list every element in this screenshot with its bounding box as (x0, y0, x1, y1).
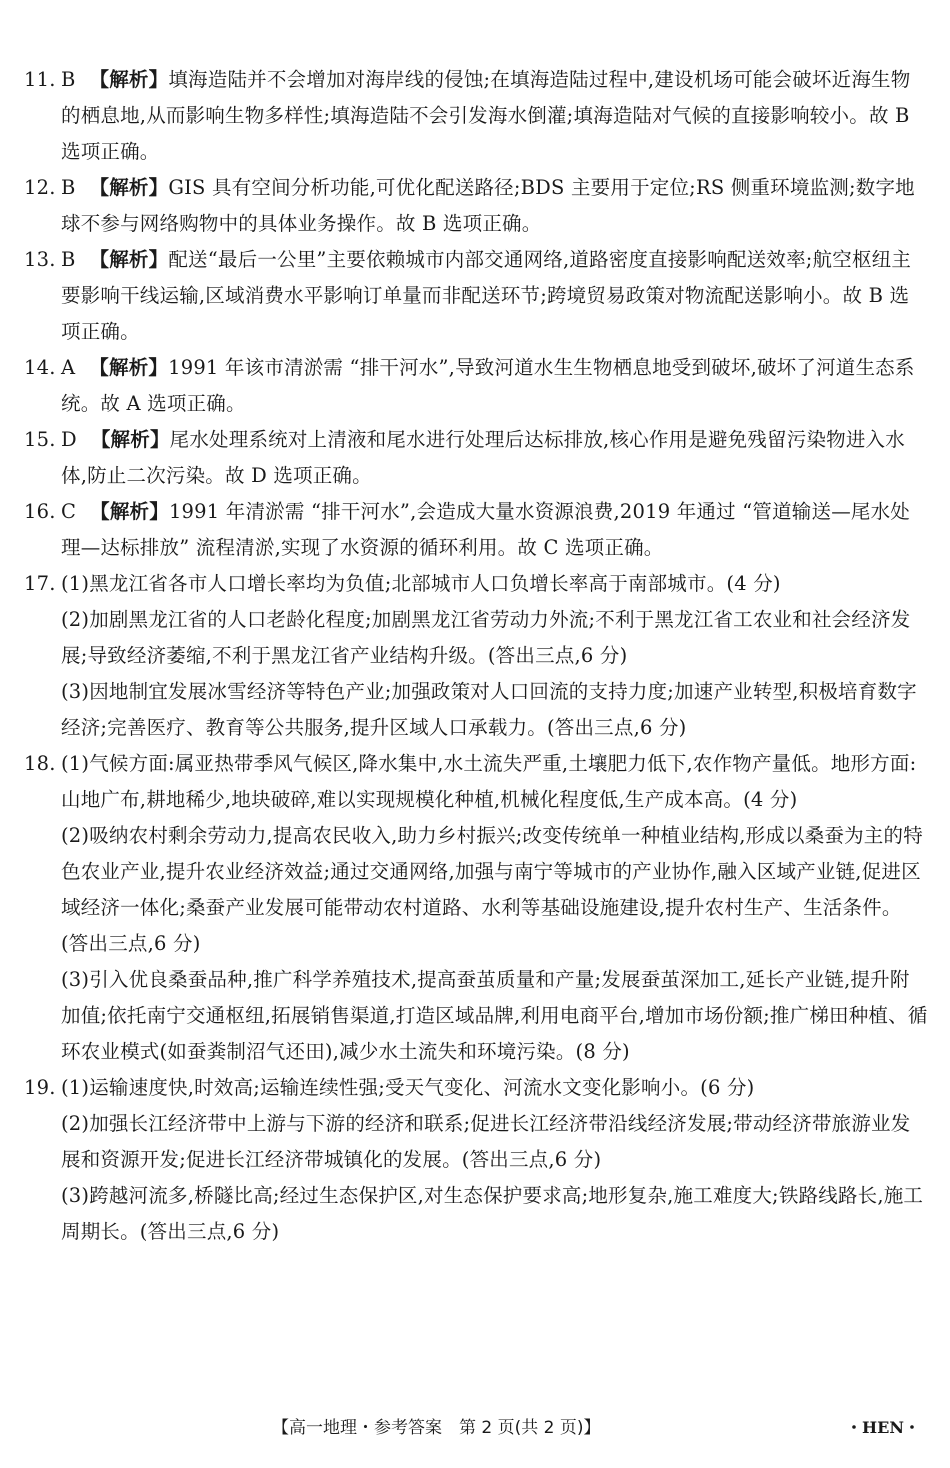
analysis-text: 1991 年该市清淤需 “排干河水”,导致河道水生生物栖息地受到破坏,破坏了河道生态系统。故 A 选项正确。 (61, 356, 915, 415)
answer-letter: B (61, 176, 76, 199)
analysis-text: 填海造陆并不会增加对海岸线的侵蚀;在填海造陆过程中,建设机场可能会破坏近海生物的栖息地,从而影响生物多样性;填海造陆不会引发海水倒灌;填海造陆对气候的直接影响较小。故 B 选项正确。 (61, 68, 911, 163)
footer-page-info: 【高一地理・参考答案 第 2 页(共 2 页)】 (272, 1418, 601, 1438)
question-number: 18. (24, 752, 56, 775)
question-number: 14. (24, 356, 56, 379)
answer-letter: B (61, 68, 76, 91)
analysis-tag: 【解析】 (89, 356, 169, 379)
question-number: 12. (24, 176, 56, 199)
analysis-text: GIS 具有空间分析功能,可优化配送路径;BDS 主要用于定位;RS 侧重环境监测;数字地球不参与网络购物中的具体业务操作。故 B 选项正确。 (61, 176, 915, 235)
answer-content (24, 62, 928, 1250)
question-part-3: (3)因地制宜发展冰雪经济等特色产业;加强政策对人口回流的支持力度;加速产业转型,积极培育数字经济;完善医疗、教育等公共服务,提升区域人口承载力。(答出三点,6 分) (61, 680, 917, 739)
question-number: 19. (24, 1076, 56, 1099)
question-number: 13. (24, 248, 56, 271)
mc-item-12 (24, 170, 928, 242)
question-part-1: (1)黑龙江省各市人口增长率均为负值;北部城市人口负增长率高于南部城市。(4 分) (61, 572, 781, 595)
answer-letter: C (61, 500, 77, 523)
question-19 (24, 1070, 928, 1106)
question-part-2: (2)加强长江经济带中上游与下游的经济和联系;促进长江经济带沿线经济发展;带动经济带旅游业发展和资源开发;促进长江经济带城镇化的发展。(答出三点,6 分) (61, 1112, 911, 1171)
analysis-tag: 【解析】 (89, 68, 169, 91)
analysis-text: 1991 年清淤需 “排干河水”,会造成大量水资源浪费,2019 年通过 “管道输送—尾水处理—达标排放” 流程清淤,实现了水资源的循环利用。故 C 选项正确。 (61, 500, 910, 559)
footer-code: ・HEN・ (846, 1418, 920, 1437)
question-17 (24, 566, 928, 602)
question-number: 16. (24, 500, 56, 523)
mc-item-14 (24, 350, 928, 422)
question-part-2: (2)吸纳农村剩余劳动力,提高农民收入,助力乡村振兴;改变传统单一种植业结构,形成以桑蚕为主的特色农业产业,提升农业经济效益;通过交通网络,加强与南宁等城市的产业协作,融入区域产业链,促进区域经济一体化;桑蚕产业发展可能带动农村道路、水利等基础设施建设,提升农村生产、生活条件。(答出三点,6 分) (61, 824, 923, 955)
question-number: 17. (24, 572, 56, 595)
mc-item-13 (24, 242, 928, 350)
answer-letter: B (61, 248, 76, 271)
question-part-2: (2)加剧黑龙江省的人口老龄化程度;加剧黑龙江省劳动力外流;不利于黑龙江省工农业和社会经济发展;导致经济萎缩,不利于黑龙江省产业结构升级。(答出三点,6 分) (61, 608, 911, 667)
question-number: 11. (24, 68, 56, 91)
question-part-1: (1)气候方面:属亚热带季风气候区,降水集中,水土流失严重,土壤肥力低下,农作物产量低。地形方面:山地广布,耕地稀少,地块破碎,难以实现规模化种植,机械化程度低,生产成本高。(4 分) (61, 752, 917, 811)
analysis-tag: 【解析】 (90, 428, 170, 451)
analysis-tag: 【解析】 (89, 176, 169, 199)
answer-letter: D (61, 428, 77, 451)
mc-item-15 (24, 422, 928, 494)
analysis-tag: 【解析】 (89, 248, 169, 271)
answer-letter: A (61, 356, 76, 379)
mc-item-11 (24, 62, 928, 170)
question-part-1: (1)运输速度快,时效高;运输连续性强;受天气变化、河流水文变化影响小。(6 分) (61, 1076, 755, 1099)
page-footer (0, 1413, 950, 1443)
analysis-tag: 【解析】 (90, 500, 169, 523)
mc-item-16 (24, 494, 928, 566)
question-part-3: (3)引入优良桑蚕品种,推广科学养殖技术,提高蚕茧质量和产量;发展蚕茧深加工,延长产业链,提升附加值;依托南宁交通枢纽,拓展销售渠道,打造区域品牌,利用电商平台,增加市场份额;推广梯田种植、循环农业模式(如蚕粪制沼气还田),减少水土流失和环境污染。(8 分) (61, 968, 928, 1063)
question-number: 15. (24, 428, 56, 451)
question-18 (24, 746, 928, 818)
analysis-text: 配送“最后一公里”主要依赖城市内部交通网络,道路密度直接影响配送效率;航空枢纽主要影响干线运输,区域消费水平影响订单量而非配送环节;跨境贸易政策对物流配送影响小。故 B 选项正确。 (61, 248, 912, 343)
analysis-text: 尾水处理系统对上清液和尾水进行处理后达标排放,核心作用是避免残留污染物进入水体,防止二次污染。故 D 选项正确。 (61, 428, 905, 487)
question-part-3: (3)跨越河流多,桥隧比高;经过生态保护区,对生态保护要求高;地形复杂,施工难度大;铁路线路长,施工周期长。(答出三点,6 分) (61, 1184, 924, 1243)
